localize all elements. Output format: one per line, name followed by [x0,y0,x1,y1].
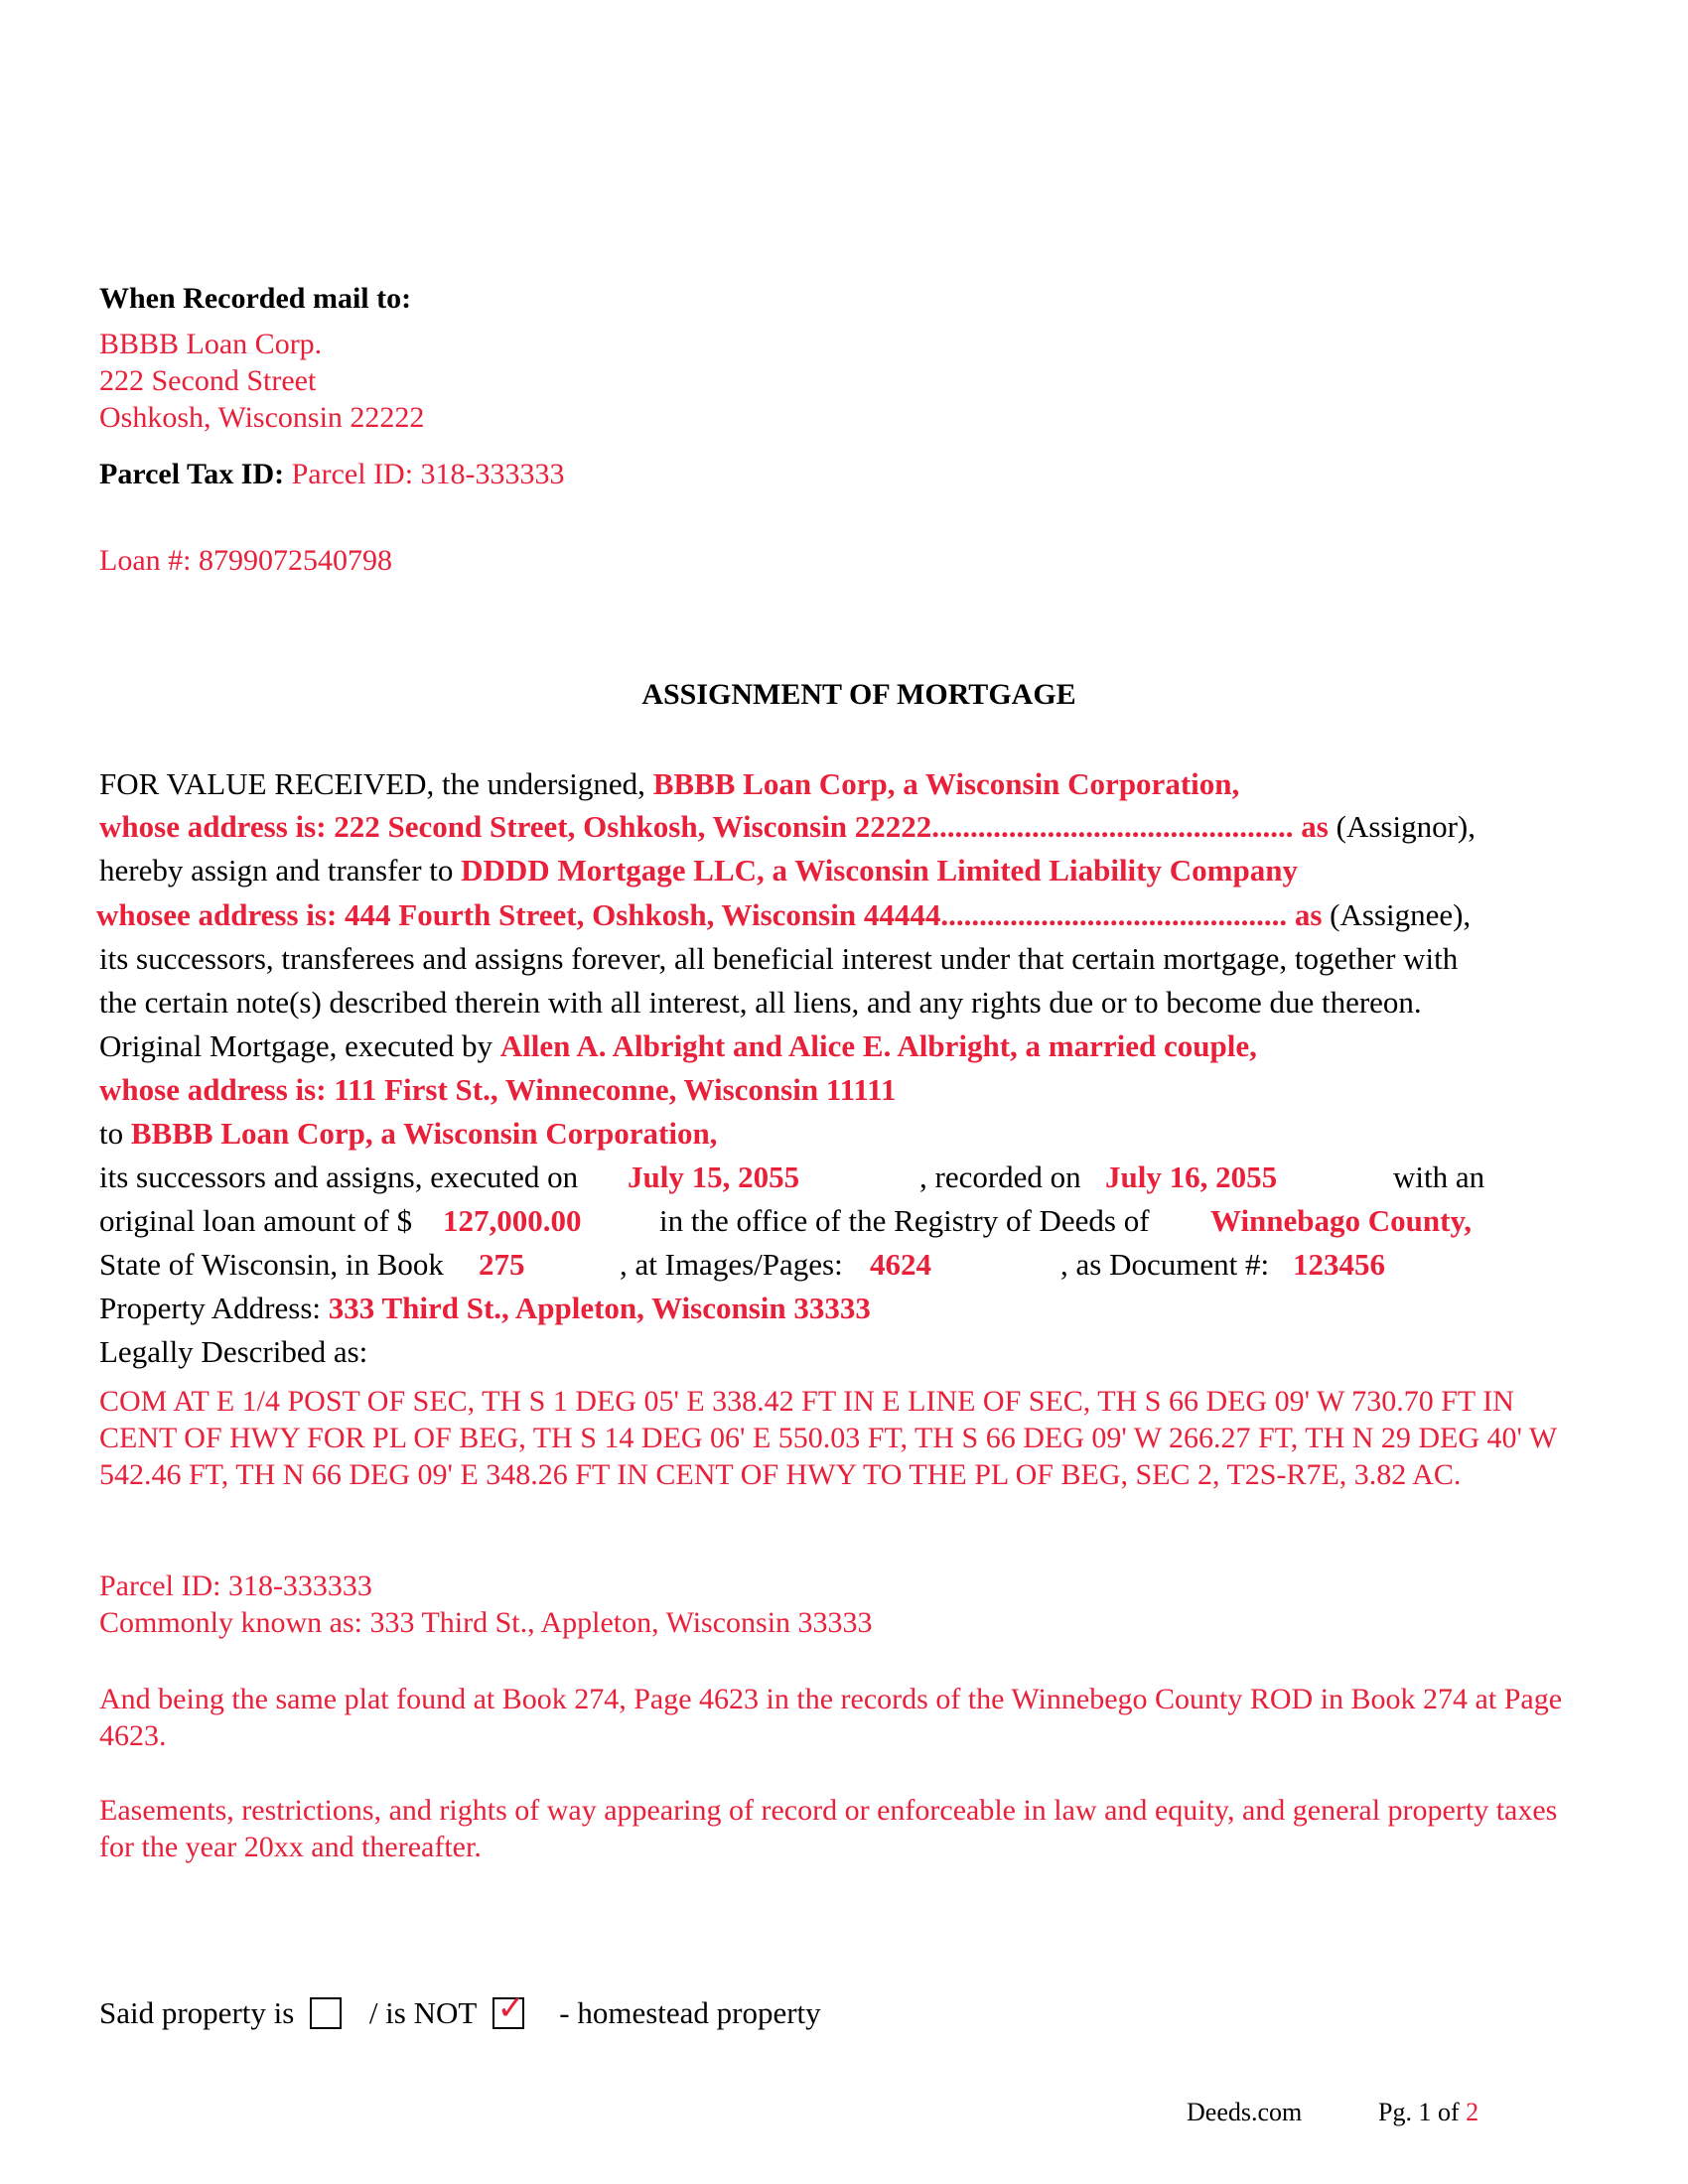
footer-site: Deeds.com [1187,2098,1303,2126]
parcel-label: Parcel Tax ID: [99,458,285,490]
mail-name: BBBB Loan Corp. [99,328,323,360]
commonly-known: Commonly known as: 333 Third St., Appleton, Wisconsin 33333 [99,1606,873,1639]
assignee-address-line [96,897,1471,933]
assignor-address: whose address is: 222 Second Street, Oshkosh, Wisconsin 22222............................................... as [99,809,1329,844]
mortgagors-address: whose address is: 111 First St., Winneconne, Wisconsin 11111 [99,1072,897,1107]
original-mortgage-line [99,1028,1257,1064]
assignor-name: BBBB Loan Corp, a Wisconsin Corporation, [652,766,1240,801]
homestead-suffix: - homestead property [559,1995,821,2030]
lender-name: BBBB Loan Corp, a Wisconsin Corporation, [130,1116,718,1151]
assign-text: hereby assign and transfer to [99,853,454,887]
executed-label: its successors and assigns, executed on [99,1160,579,1194]
checkmark-icon: ✓ [496,1988,526,2028]
mail-city: Oshkosh, Wisconsin 22222 [99,401,425,434]
paragraph-line-1: its successors, transferees and assigns forever, all beneficial interest under that certain mortgage, together with [99,941,1459,976]
homestead-said-label: Said property is [99,1995,295,2030]
document-title: ASSIGNMENT OF MORTGAGE [641,678,1076,711]
parcel-line [99,458,565,491]
footer-page-prefix: Pg. 1 of [1378,2098,1460,2126]
property-address: 333 Third St., Appleton, Wisconsin 33333 [328,1291,871,1325]
mortgagors: Allen A. Albright and Alice E. Albright, a married couple, [499,1028,1257,1063]
pages-label: , at Images/Pages: [620,1247,843,1282]
for-value-line [99,766,1239,802]
assignee-address: whosee address is: 444 Fourth Street, Oshkosh, Wisconsin 44444............................................. as [96,897,1323,932]
assignee-label: (Assignee), [1330,897,1472,932]
office-label: in the office of the Registry of Deeds of [659,1203,1150,1238]
assignor-label: (Assignor), [1336,809,1476,844]
property-address-line [99,1291,871,1326]
loan-number: Loan #: 8799072540798 [99,544,392,577]
assignee-name: DDDD Mortgage LLC, a Wisconsin Limited Liability Company [461,853,1298,887]
footer-page [1378,2098,1478,2127]
lender-line [99,1116,717,1152]
mail-to-label: When Recorded mail to: [99,282,412,315]
parcel-value: Parcel ID: 318-333333 [291,458,565,490]
book-number: 275 [479,1247,525,1282]
recorded-label: , recorded on [919,1160,1081,1194]
mail-street: 222 Second Street [99,364,317,397]
homestead-is-checkbox[interactable] [310,1997,342,2029]
plat-reference: And being the same plat found at Book 274, Page 4623 in the records of the Winnebego County ROD in Book 274 at Page 4623. [99,1683,1563,1752]
legal-parcel-id: Parcel ID: 318-333333 [99,1570,372,1602]
to-label: to [99,1116,124,1151]
document-number-label: , as Document #: [1060,1247,1270,1282]
recorded-date: July 16, 2055 [1105,1160,1278,1194]
amount-label: original loan amount of $ [99,1203,413,1238]
original-mortgage-label: Original Mortgage, executed by [99,1028,492,1063]
document-number: 123456 [1293,1247,1385,1282]
homestead-is-not-checkbox[interactable] [492,1988,526,2029]
assignor-address-line [99,809,1476,845]
legal-label: Legally Described as: [99,1334,368,1369]
pages-number: 4624 [870,1247,931,1282]
footer-page-total: 2 [1466,2098,1479,2126]
with-an: with an [1393,1160,1485,1194]
property-label: Property Address: [99,1291,322,1325]
legal-description: COM AT E 1/4 POST OF SEC, TH S 1 DEG 05' E 338.42 FT IN E LINE OF SEC, TH S 66 DEG 09' W 730.70 FT IN CENT OF HWY FOR PL OF BEG, TH S 14 DEG 06' E 550.03 FT, TH S 66 DEG 09' W 266.27 FT, TH N 29 DEG 40' W 542.46 FT, TH N 66 DEG 09' E 348.26 FT IN CENT OF HWY TO THE PL OF BEG, SEC 2, T2S-R7E, 3.82 AC. [99,1385,1557,1491]
loan-amount: 127,000.00 [443,1203,582,1238]
assign-line [99,853,1298,888]
state-book-label: State of Wisconsin, in Book [99,1247,444,1282]
homestead-is-not-label: / is NOT [368,1995,477,2030]
executed-date: July 15, 2055 [628,1160,800,1194]
for-value-text: FOR VALUE RECEIVED, the undersigned, [99,766,645,801]
county: Winnebago County, [1210,1203,1473,1238]
easements: Easements, restrictions, and rights of way appearing of record or enforceable in law and equity, and general property taxes for the year 20xx and thereafter. [99,1794,1558,1863]
paragraph-line-2: the certain note(s) described therein with all interest, all liens, and any rights due or to become due thereon. [99,985,1422,1020]
homestead-line [99,1988,821,2031]
